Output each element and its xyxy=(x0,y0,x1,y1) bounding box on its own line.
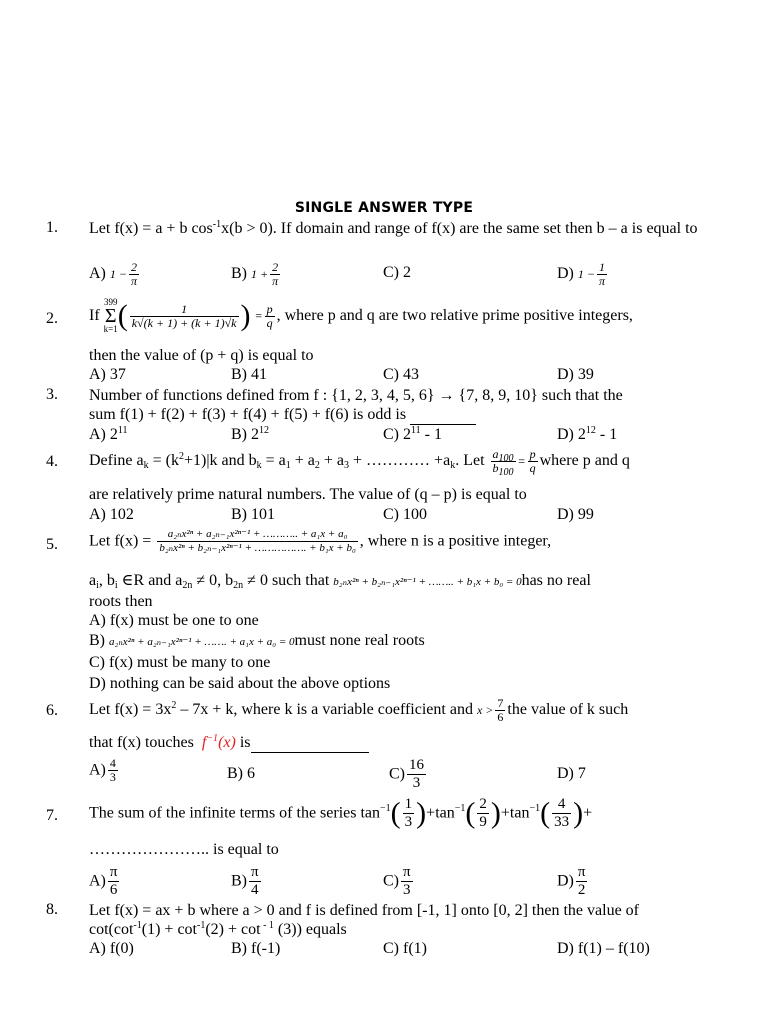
question-stem: Number of functions defined from f : {1, 2, 3, 4, 5, 6} → {7, 8, 9, 10} such that the sum f(1) + f(2) + f(3) + f(4) + f(5) + f(6) is odd is xyxy=(89,387,623,423)
option-c[interactable]: C) 2 xyxy=(383,264,411,281)
option-d[interactable]: D) 39 xyxy=(557,366,594,383)
options-row xyxy=(89,757,709,793)
option-d[interactable]: D) 1 − $\frac{1}{\pi}$ xyxy=(557,260,606,288)
option-c[interactable]: C) $2^{11} - 1$ xyxy=(383,425,442,443)
answer-blank[interactable] xyxy=(410,405,476,425)
options-row xyxy=(89,366,709,388)
tan-term-2: $\tan^{-1}$( $\frac{2}{9}$ ) xyxy=(435,796,501,830)
option-a[interactable]: A) 37 xyxy=(89,366,126,383)
question-number: 4. xyxy=(46,453,58,470)
option-b[interactable]: B) 1 + $\frac{2}{\pi}$ xyxy=(231,260,279,288)
options-row xyxy=(89,940,709,962)
option-a[interactable]: A) $\frac{\pi}{6}$ xyxy=(89,864,118,898)
option-c[interactable]: C) f(x) must be many to one xyxy=(89,654,271,671)
option-c[interactable]: C) $\frac{16}{3}$ xyxy=(389,757,424,791)
summation-symbol: 399 Σ k=1 xyxy=(103,297,118,334)
option-a[interactable]: A) $\frac{4}{3}$ xyxy=(89,756,116,784)
option-a[interactable]: A) 102 xyxy=(89,506,134,523)
question-number: 7. xyxy=(46,807,58,824)
option-d[interactable]: D) $2^{12} - 1$ xyxy=(557,425,618,443)
option-c[interactable]: C) 100 xyxy=(383,506,427,523)
option-b[interactable]: B) $\frac{\pi}{4}$ xyxy=(231,864,259,898)
option-b[interactable]: B) 41 xyxy=(231,366,267,383)
tan-term-1: $\tan^{-1}$( $\frac{1}{3}$ ) xyxy=(360,796,427,830)
question-stem: Define $a_k = (k^2+1)|k$ and $b_k = a_1 + a_2 + a_3$ + ………… $+a_k$. Let $\frac{a_{100}}{b_{100}}$ = $\frac{p}{q}$ where p and q xyxy=(89,447,630,478)
section-title: SINGLE ANSWER TYPE xyxy=(294,200,474,216)
option-d[interactable]: D) 7 xyxy=(557,765,586,782)
question-number: 2. xyxy=(46,310,58,327)
option-a[interactable]: A) $2^{11}$ xyxy=(89,425,128,443)
inverse-function: $f^{-1}(x)$ xyxy=(201,733,236,751)
question-stem: If 399 Σ k=1( $\frac{1}{k√(k + 1) + (k + 1)√k}$ ) = $\frac{p}{q}$ , where p and q are two relative prime positive integers, xyxy=(89,297,633,334)
option-c[interactable]: C) 43 xyxy=(383,366,419,383)
options-row xyxy=(89,864,709,900)
option-b[interactable]: B) a₂ₙx²ⁿ + a₂ₙ₋₁x²ⁿ⁻¹ + ……. + a₁x + a₀ = 0must none real roots xyxy=(89,632,425,649)
options-row xyxy=(89,260,709,288)
option-b[interactable]: B) 6 xyxy=(227,765,255,782)
option-b[interactable]: B) 101 xyxy=(231,506,275,523)
option-c[interactable]: C) f(1) xyxy=(383,940,427,957)
question-stem: Let f(x) = a + b $\cos^{-1}x(b > 0)$. If domain and range of f(x) are the same set then b – a is equal to xyxy=(89,219,698,237)
option-c[interactable]: C) $\frac{\pi}{3}$ xyxy=(383,864,411,898)
question-number: 1. xyxy=(46,219,58,236)
question-stem: Let f(x) = $\frac{\text{a₂ₙx²ⁿ + a₂ₙ₋₁x²ⁿ⁻¹ + ……….. + a₁x + a₀}}{\text{b₂ₙx²ⁿ + b₂ₙ₋₁x²ⁿ⁻¹ + ……………. + b₁x + b₀}}$ , where n is a positive integer, xyxy=(89,528,552,554)
option-b[interactable]: B) f(-1) xyxy=(231,940,281,957)
question-number: 5. xyxy=(46,536,58,553)
tan-term-3: $\tan^{-1}$( $\frac{4}{33}$ ) xyxy=(509,796,584,830)
question-stem: Let f(x) = ax + b where a > 0 and f is defined from [-1, 1] onto [0, 2] then the value of $\cot(\cot^{-1}(1) + \cot^{-1}(2) + \cot ^{- 1}$ (3)) equals xyxy=(89,902,639,938)
question-number: 6. xyxy=(46,702,58,719)
answer-blank[interactable] xyxy=(251,734,369,753)
option-d[interactable]: D) $\frac{\pi}{2}$ xyxy=(557,864,586,898)
option-a[interactable]: A) f(0) xyxy=(89,940,134,957)
question-number: 3. xyxy=(46,386,58,403)
question-page: SINGLE ANSWER TYPE 1. Let f(x) = a + b $\cos^{-1}x(b > 0)$. If domain and range of f(x) are the same set then b – a is equal to A) 1 − $\frac{2}{\pi}$ B) 1 + $\frac{2}{\pi}$ C) 2 D) 1 − $\frac{1}{\pi}$ 2. If 399 Σ k=1( $\frac{1}{k√(k + 1) + (k + 1)√k}$ ) = $\frac{p}{q}$ , where p and q are two relative prime positive integers, then the value of (p + q) is equal to A) 37 B) 41 C) 43 D) 39 3. Number of functions defined from f : {1, 2, 3, 4, 5, 6} → {7, 8, 9, 10} such that the sum f(1) + f(2) + f(3) + f(4) + f(5) + f(6) is odd is A) $2^{11}$ B) $2^{12}$ C) $2^{11} - 1$ D) $2^{12} - 1$ 4. Define $a_k = (k^2+1)|k$ and $b_k = a_1 + a_2 + a_3$ + ………… $+a_k$. Let $\frac{a_{100}}{b_{100}}$ = $\frac{p}{q}$ where p and q are relatively prime natural numbers. The value of (q – p) is equal to A) 102 B) 101 C) 100 D) 99 5. Let f(x) = $\frac{\text{a₂ₙx²ⁿ + a₂ₙ₋₁x²ⁿ⁻¹ + ……….. + a₁x + a₀}}{\text{b₂ₙx²ⁿ + b₂ₙ₋₁x²ⁿ⁻¹ + ……………. + b₁x + b₀}}$ , where n is a positive integer, $a_i$, $b_i$ ∈R and $a_{2n} \ne 0$, $b_{2n} \ne 0$ such that b₂ₙx²ⁿ + b₂ₙ₋₁x²ⁿ⁻¹ + …….. + b₁x + b₀ = 0has no real roots then A) f(x) must be one to one B) a₂ₙx²ⁿ + a₂ₙ₋₁x²ⁿ⁻¹ + ……. + a₁x + a₀ = 0must none real roots C) f(x) must be many to one D) nothing can be said about the above options 6. Let $f(x) = 3x^2 - 7x + k$, where k is a variable coefficient and x > $\frac{7}{6}$ the value of k such that f(x) touches $f^{-1}(x)$ is A) $\frac{4}{3}$ B) 6 C) $\frac{16}{3}$ D) 7 7. The sum of the infinite terms of the series $\tan^{-1}$( $\frac{1}{3}$ )$+\tan^{-1}$( $\frac{2}{9}$ )$+\tan^{-1}$( $\frac{4}{33}$ )+ ………………….. is equal to A) $\frac{\pi}{6}$ B) $\frac{\pi}{4}$ C) $\frac{\pi}{3}$ D) $\frac{\pi}{2}$ 8. Let f(x) = ax + b where a > 0 and f is defined from [-1, 1] onto [0, 2] then the value of $\cot(\cot^{-1}(1) + \cot^{-1}(2) + \cot ^{- 1}$ (3)) equals A) f(0) B) f(-1) C) f(1) D) f(1) – f(10) xyxy=(0,0,768,1024)
option-d[interactable]: D) nothing can be said about the above options xyxy=(89,675,391,692)
option-d[interactable]: D) 99 xyxy=(557,506,594,523)
option-d[interactable]: D) f(1) – f(10) xyxy=(557,940,650,957)
question-number: 8. xyxy=(46,901,58,918)
question-stem: Let $f(x) = 3x^2 - 7x + k$, where k is a variable coefficient and x > $\frac{7}{6}$ the value of k such xyxy=(89,696,629,724)
option-a[interactable]: A) f(x) must be one to one xyxy=(89,612,259,629)
option-a[interactable]: A) 1 − $\frac{2}{\pi}$ xyxy=(89,260,138,288)
option-b[interactable]: B) $2^{12}$ xyxy=(231,425,269,443)
options-row xyxy=(89,506,709,528)
question-stem: The sum of the infinite terms of the series $\tan^{-1}$( $\frac{1}{3}$ )$+\tan^{-1}$( $\frac{2}{9}$ )$+\tan^{-1}$( $\frac{4}{33}$ )+ xyxy=(89,796,593,830)
options-row xyxy=(89,426,709,448)
